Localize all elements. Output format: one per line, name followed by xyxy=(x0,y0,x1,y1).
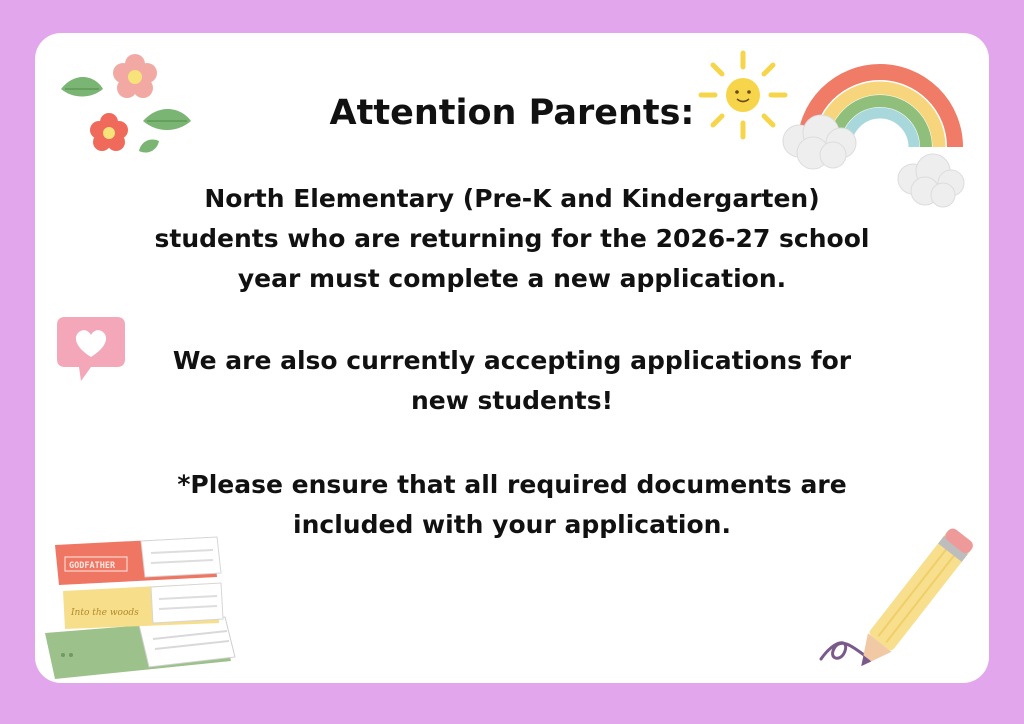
notice-card xyxy=(35,33,989,683)
page-title: Attention Parents: xyxy=(329,93,695,133)
documents-note-paragraph: *Please ensure that all required documents are included with your application. xyxy=(177,470,847,539)
pink-flower-icon xyxy=(113,54,157,98)
book-middle-label: Into the woods xyxy=(71,608,139,618)
cloud-icon xyxy=(898,154,964,207)
leaf-icon xyxy=(139,139,159,152)
heart-bubble-icon xyxy=(57,315,127,385)
books-icon xyxy=(41,529,241,683)
new-students-paragraph: We are also currently accepting applications for new students! xyxy=(172,346,852,415)
book-top-label: GODFATHER xyxy=(69,561,116,571)
book-yellow xyxy=(63,583,223,629)
returning-students-paragraph: North Elementary (Pre-K and Kindergarten) students who are returning for the 2026-27 school year must complete a new application. xyxy=(154,184,870,293)
